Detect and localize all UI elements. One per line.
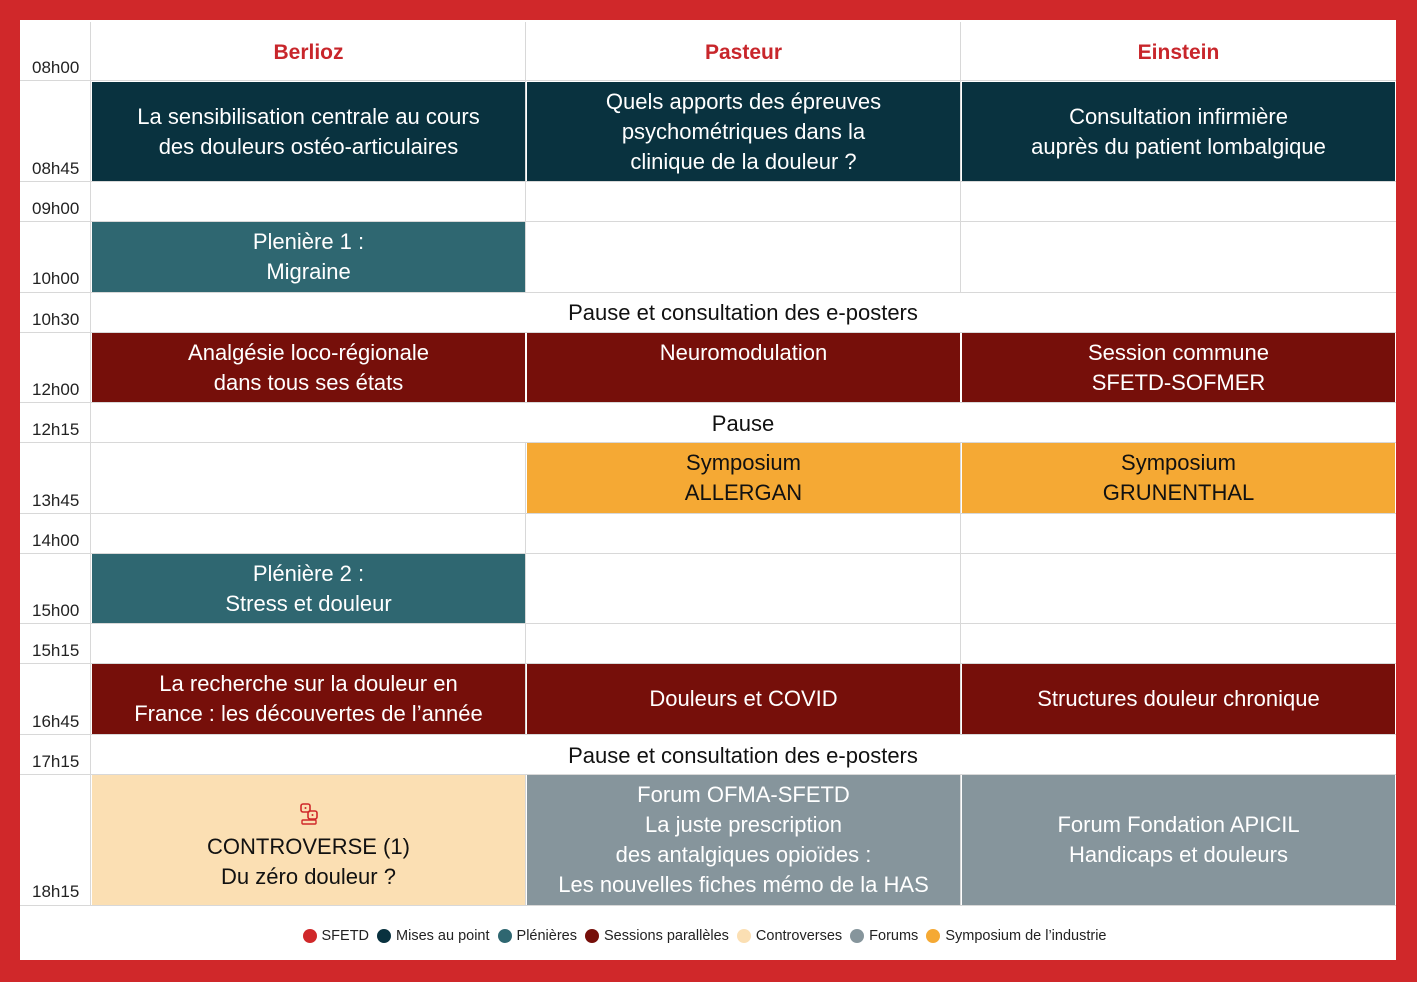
session-line: ALLERGAN	[684, 480, 803, 505]
row-line	[20, 623, 1396, 624]
session-symposium-einstein[interactable]	[962, 443, 1395, 513]
session-mises-berlioz[interactable]	[92, 82, 525, 181]
session-line: France : les découvertes de l’année	[134, 701, 483, 726]
legend-dot-icon	[303, 929, 317, 943]
session-parallele-berlioz-1[interactable]	[92, 333, 525, 402]
session-parallele-berlioz-2[interactable]	[92, 664, 525, 734]
session-line: Quels apports des épreuves	[605, 88, 882, 114]
session-forum-einstein[interactable]	[962, 775, 1395, 905]
legend-dot-icon	[585, 929, 599, 943]
session-line: psychométriques dans la	[621, 118, 866, 144]
session-line: Symposium	[1121, 450, 1236, 475]
row-line	[20, 905, 1396, 906]
session-line: Forum OFMA-SFETD	[637, 782, 850, 807]
legend-item	[737, 928, 842, 944]
session-line: des antalgiques opioïdes :	[615, 842, 872, 867]
session-symposium-pasteur[interactable]	[527, 443, 960, 513]
session-line: Plénière 2 :	[252, 560, 365, 586]
session-line: des douleurs ostéo-articulaires	[158, 133, 459, 159]
legend-dot-icon	[377, 929, 391, 943]
legend-item	[926, 928, 1106, 944]
legend-label: Plénières	[516, 928, 577, 944]
session-forum-pasteur[interactable]	[527, 775, 960, 905]
legend-dot-icon	[926, 929, 940, 943]
session-line: CONTROVERSE (1)	[207, 834, 410, 859]
column-line	[525, 774, 526, 905]
session-line: Forum Fondation APICIL	[1057, 812, 1300, 837]
column-line	[525, 442, 526, 734]
row-line	[20, 402, 1396, 403]
session-line: Symposium	[686, 450, 801, 475]
row-line	[20, 513, 1396, 514]
session-line: auprès du patient lombalgique	[1031, 133, 1326, 159]
legend-dot-icon	[850, 929, 864, 943]
session-line: Douleurs et COVID	[649, 686, 838, 711]
room-header-pasteur: Pasteur	[704, 41, 783, 64]
legend-dot-icon	[498, 929, 512, 943]
session-line: Migraine	[266, 259, 351, 284]
session-line: Consultation infirmière	[1069, 103, 1288, 129]
legend-label: Forums	[869, 928, 919, 944]
session-pleniere-1[interactable]	[92, 222, 525, 292]
row-line	[20, 181, 1396, 182]
session-line: clinique de la douleur ?	[630, 148, 857, 174]
legend-label: Mises au point	[396, 928, 490, 944]
legend-item	[303, 928, 370, 944]
time-label: 08h45	[32, 159, 80, 178]
session-controverse[interactable]	[92, 775, 525, 905]
session-line: Du zéro douleur ?	[221, 864, 396, 889]
legend-label: Sessions parallèles	[603, 928, 729, 944]
column-line	[960, 22, 961, 292]
session-mises-einstein[interactable]	[962, 82, 1395, 181]
legend-item	[850, 928, 918, 944]
session-line: Session commune	[1088, 339, 1269, 365]
time-label: 10h00	[32, 269, 80, 288]
row-line	[20, 292, 1396, 293]
column-line	[960, 442, 961, 734]
room-header-berlioz: Berlioz	[273, 41, 344, 64]
legend	[0, 928, 1417, 944]
session-line: Plenière 1 :	[252, 229, 365, 254]
time-label: 09h00	[32, 199, 80, 218]
session-line: Stress et douleur	[225, 590, 392, 616]
legend-label: SFETD	[321, 928, 370, 944]
session-parallele-einstein-2[interactable]	[962, 664, 1395, 734]
session-pleniere-2[interactable]	[92, 554, 525, 623]
legend-item	[377, 928, 490, 944]
time-label: 16h45	[32, 712, 80, 731]
session-line: La sensibilisation centrale au cours	[137, 103, 480, 129]
time-label: 12h00	[32, 380, 80, 399]
time-label: 08h00	[32, 58, 80, 77]
time-label: 12h15	[32, 420, 80, 439]
session-line: Structures douleur chronique	[1037, 686, 1320, 711]
time-label: 10h30	[32, 310, 80, 329]
time-label: 15h15	[32, 641, 80, 660]
pause-label: Pause et consultation des e-posters	[568, 743, 918, 768]
time-label: 18h15	[32, 882, 80, 901]
session-parallele-einstein-1[interactable]	[962, 333, 1395, 402]
legend-label: Symposium de l’industrie	[945, 928, 1107, 944]
legend-item	[498, 928, 577, 944]
column-line	[90, 22, 91, 906]
row-line	[20, 734, 1396, 735]
session-line: Analgésie loco-régionale	[188, 339, 429, 365]
legend-item	[585, 928, 729, 944]
debate-icon	[297, 802, 321, 826]
session-line: SFETD-SOFMER	[1091, 369, 1266, 395]
legend-label: Controverses	[755, 928, 843, 944]
room-header-einstein: Einstein	[1137, 41, 1220, 64]
session-line: La juste prescription	[645, 812, 842, 837]
session-line: GRUNENTHAL	[1102, 480, 1255, 505]
time-label: 14h00	[32, 531, 80, 550]
session-mises-pasteur[interactable]	[527, 82, 960, 181]
session-parallele-pasteur-1[interactable]	[527, 333, 960, 402]
pause-label: Pause et consultation des e-posters	[568, 300, 918, 325]
session-line: dans tous ses états	[213, 369, 404, 395]
session-parallele-pasteur-2[interactable]	[527, 664, 960, 734]
session-line: Neuromodulation	[659, 340, 828, 365]
row-line	[20, 80, 1396, 81]
column-line	[525, 22, 526, 292]
session-line: Handicaps et douleurs	[1069, 842, 1288, 867]
pause-label: Pause	[711, 411, 775, 436]
column-line	[960, 774, 961, 905]
time-label: 17h15	[32, 752, 80, 771]
session-line: La recherche sur la douleur en	[159, 671, 458, 696]
time-label: 13h45	[32, 491, 80, 510]
legend-dot-icon	[737, 929, 751, 943]
time-label: 15h00	[32, 601, 80, 620]
session-line: Les nouvelles fiches mémo de la HAS	[558, 872, 929, 897]
